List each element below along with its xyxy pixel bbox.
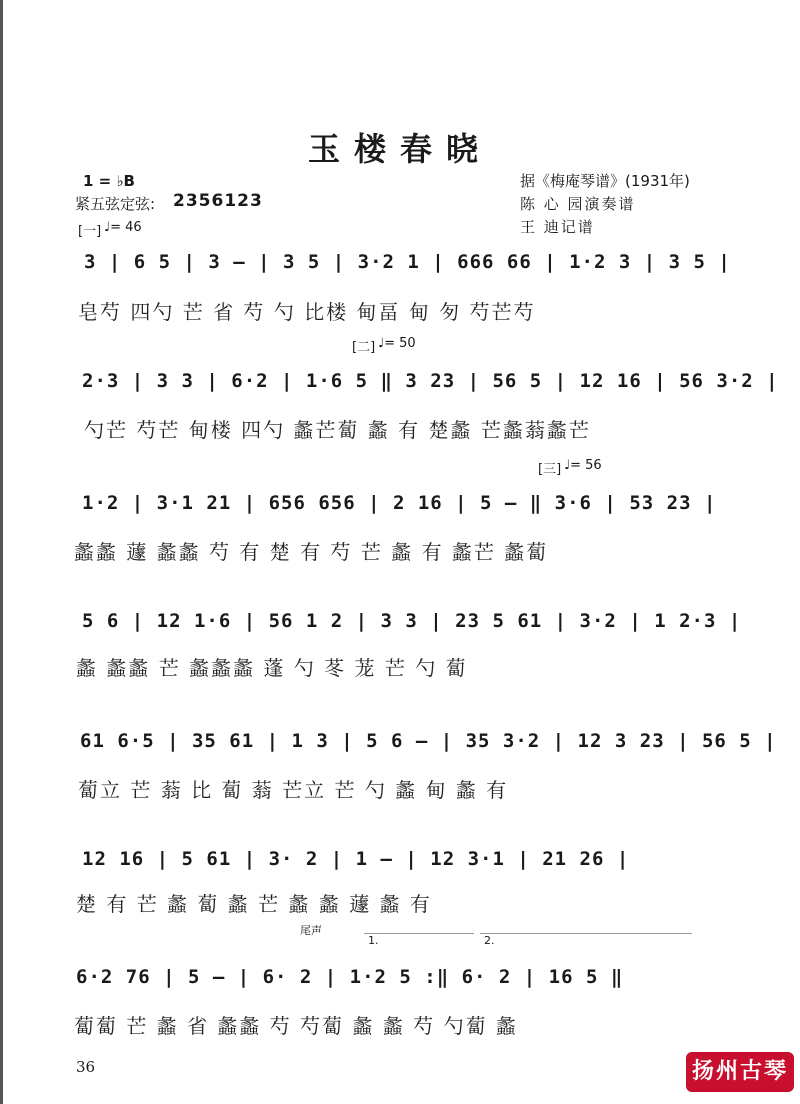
tablature-row-1: 皂芍 四勺 芒 省 芍 勺 比楼 甸畐 甸 匇 芍芒芍 [78, 300, 536, 324]
tablature-row-2: 勺芒 芍芒 甸楼 四勺 蠡芒蔔 蠡 有 楚蠡 芒蠡蓊蠡芒 [84, 418, 591, 442]
volta-1-label: 1. [368, 934, 379, 947]
tuning-value: 2356123 [173, 191, 263, 211]
volta-bracket-1 [364, 933, 474, 934]
source-credit: 据《梅庵琴谱》(1931年) [520, 172, 690, 190]
notation-row-4: 5 6 | 12 1·6 | 56 1 2 | 3 3 | 23 5 61 | 3·2 | 1 2·3 | [82, 610, 742, 632]
tuning-label: 紧五弦定弦: [75, 195, 156, 213]
page-number: 36 [76, 1058, 96, 1076]
coda-label: 尾声 [300, 924, 322, 937]
notation-row-1: 3 | 6 5 | 3 — | 3 5 | 3·2 1 | 666 66 | 1·2 3 | 3 5 | [84, 251, 731, 273]
tablature-row-5: 蔔立 芒 蓊 比 蔔 蓊 芒立 芒 勺 蠡 甸 蠡 有 [78, 778, 509, 802]
volta-bracket-2 [480, 933, 692, 934]
tablature-row-4: 蠡 蠡蠡 芒 蠡蠡蠡 蓬 勺 苳 茏 芒 勺 蔔 [76, 656, 468, 680]
volta-2-label: 2. [484, 934, 495, 947]
section-marker-2: [二] [352, 340, 376, 355]
notation-row-2: 2·3 | 3 3 | 6·2 | 1·6 5 ‖ 3 23 | 56 5 | 12 16 | 56 3·2 | [82, 370, 779, 392]
notation-row-5: 61 6·5 | 35 61 | 1 3 | 5 6 — | 35 3·2 | 12 3 23 | 56 5 | [80, 730, 777, 752]
watermark-logo: 扬州古琴 [686, 1052, 794, 1092]
section-tempo-2: ♩= 50 [378, 336, 416, 351]
notation-row-7: 6·2 76 | 5 — | 6· 2 | 1·2 5 :‖ 6· 2 | 16 5 ‖ [76, 966, 624, 988]
section-tempo-3: ♩= 56 [564, 458, 602, 473]
section-tempo-1: ♩= 46 [104, 220, 142, 235]
transcriber-credit: 王 迪记谱 [520, 218, 595, 236]
section-marker-3: [三] [538, 462, 562, 477]
key-signature: 1 = ♭B [83, 172, 135, 190]
tablature-row-6: 楚 有 芒 蠡 蔔 蠡 芒 蠡 蠡 蘧 蠡 有 [76, 892, 432, 916]
section-marker-1: [一] [78, 224, 102, 239]
tablature-row-7: 蔔蔔 芒 蠡 省 蠡蠡 芍 芍蔔 蠡 蠡 芍 勺蔔 蠡 [74, 1014, 518, 1038]
tablature-row-3: 蠡蠡 蘧 蠡蠡 芍 有 楚 有 芍 芒 蠡 有 蠡芒 蠡蔔 [74, 540, 549, 564]
performer-credit: 陈 心 园演奏谱 [520, 195, 636, 213]
notation-row-6: 12 16 | 5 61 | 3· 2 | 1 — | 12 3·1 | 21 26 | [82, 848, 630, 870]
notation-row-3: 1·2 | 3·1 21 | 656 656 | 2 16 | 5 — ‖ 3·6 | 53 23 | [82, 492, 717, 514]
page-title: 玉楼春晓 [307, 130, 492, 168]
